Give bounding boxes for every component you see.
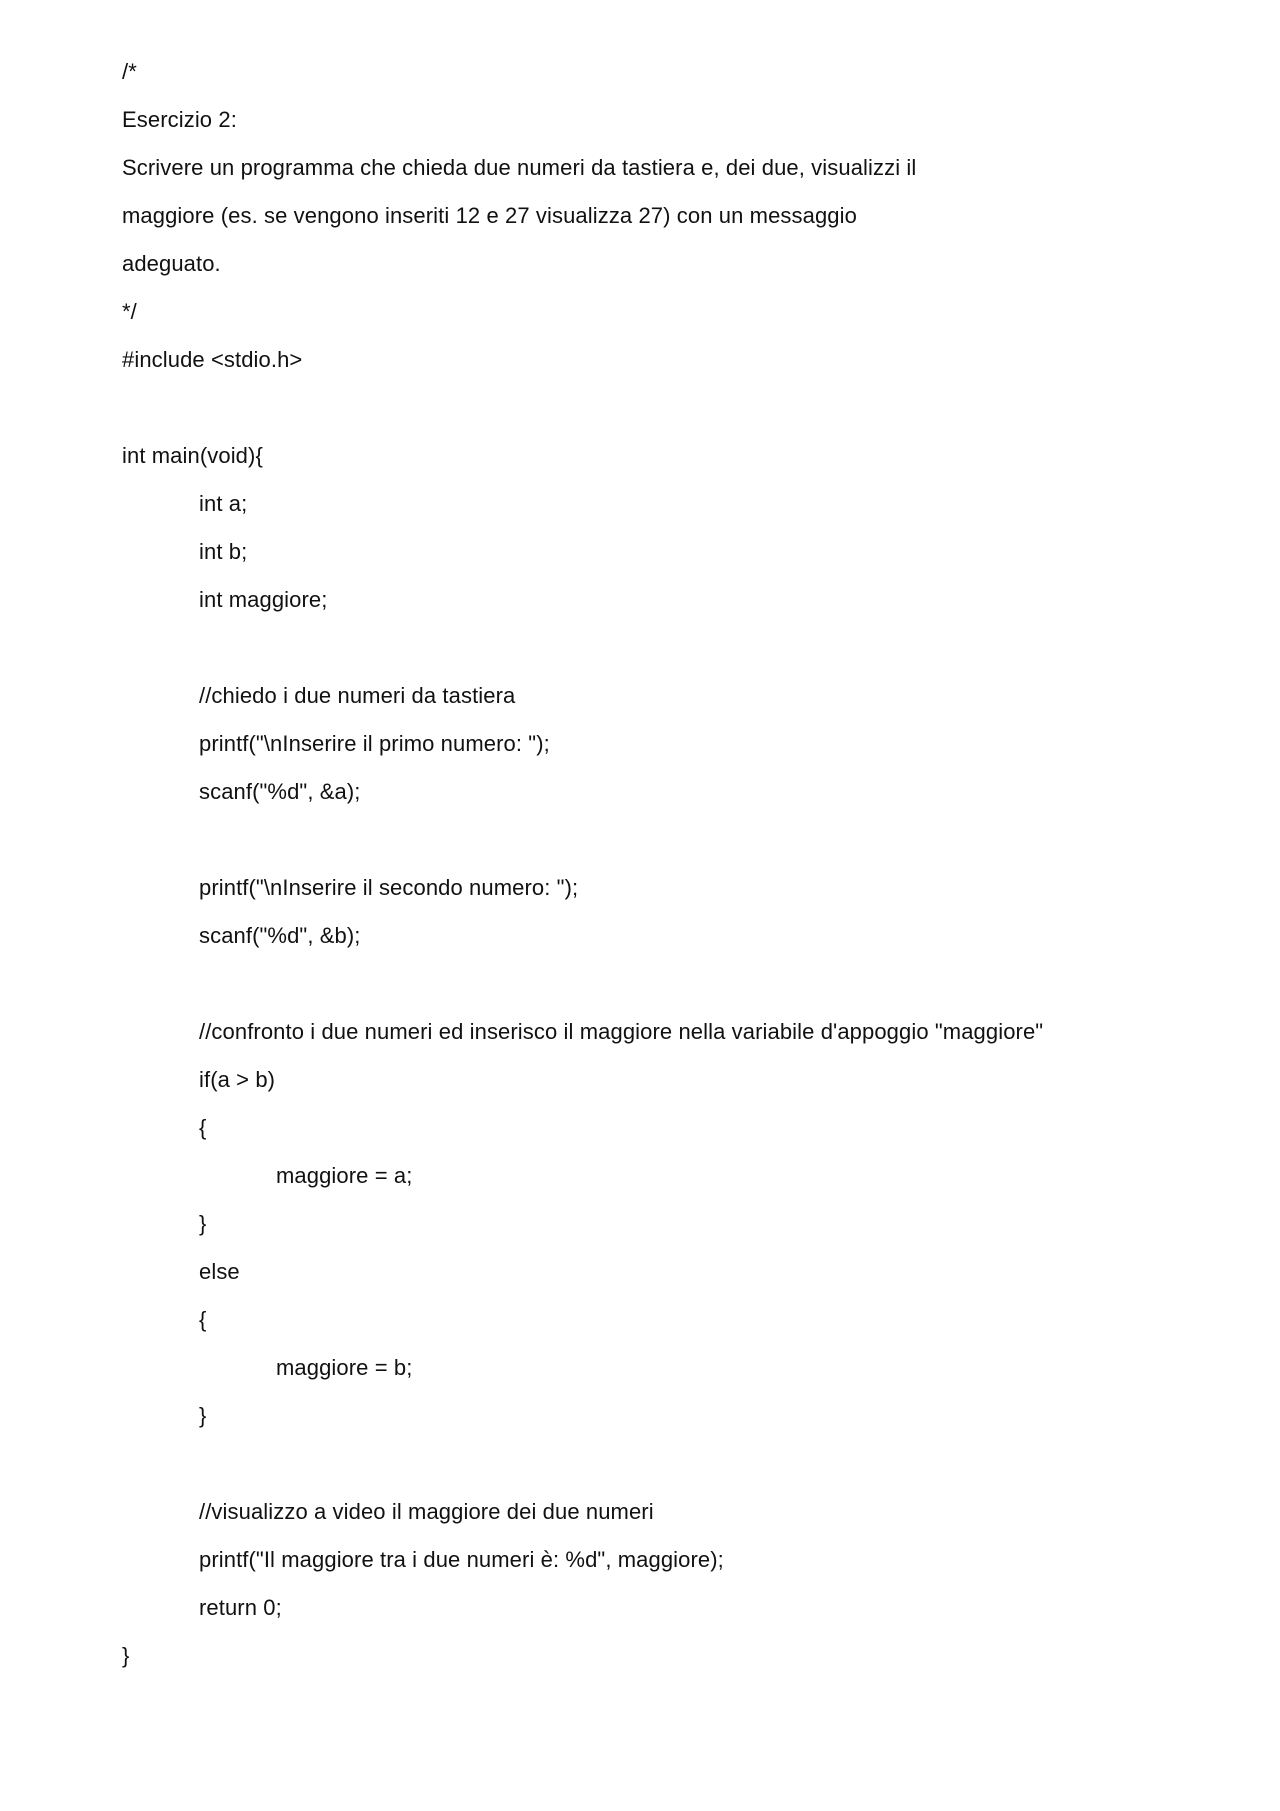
return-statement: return 0; — [199, 1595, 282, 1620]
comment-open: /* — [122, 59, 137, 84]
declaration-a: int a; — [199, 491, 248, 516]
exercise-text-line-3: adeguato. — [122, 251, 221, 276]
exercise-text-line-2: maggiore (es. se vengono inseriti 12 e 27 visualizza 27) con un messaggio — [122, 203, 857, 228]
printf-second-number: printf("\nInserire il secondo numero: "); — [199, 875, 579, 900]
printf-result: printf("Il maggiore tra i due numeri è: %d", maggiore); — [199, 1547, 724, 1572]
assign-maggiore-b: maggiore = b; — [276, 1355, 413, 1380]
scanf-first-number: scanf("%d", &a); — [199, 779, 361, 804]
else-block-close: } — [199, 1403, 207, 1428]
include-directive: #include <stdio.h> — [122, 347, 303, 372]
if-statement: if(a > b) — [199, 1067, 276, 1092]
comment-display-result: //visualizzo a video il maggiore dei due numeri — [199, 1499, 654, 1524]
if-block-open: { — [199, 1115, 207, 1140]
exercise-text-line-1: Scrivere un programma che chieda due numeri da tastiera e, dei due, visualizzi il — [122, 155, 917, 180]
declaration-maggiore: int maggiore; — [199, 587, 328, 612]
scanf-second-number: scanf("%d", &b); — [199, 923, 361, 948]
else-block-open: { — [199, 1307, 207, 1332]
comment-close: */ — [122, 299, 137, 324]
exercise-title: Esercizio 2: — [122, 107, 237, 132]
declaration-b: int b; — [199, 539, 248, 564]
if-block-close: } — [199, 1211, 207, 1236]
printf-first-number: printf("\nInserire il primo numero: "); — [199, 731, 550, 756]
main-function-open: int main(void){ — [122, 443, 263, 468]
else-statement: else — [199, 1259, 240, 1284]
comment-compare-numbers: //confronto i due numeri ed inserisco il maggiore nella variabile d'appoggio "maggiore" — [199, 1019, 1044, 1044]
assign-maggiore-a: maggiore = a; — [276, 1163, 413, 1188]
main-function-close: } — [122, 1643, 130, 1668]
comment-ask-numbers: //chiedo i due numeri da tastiera — [199, 683, 516, 708]
